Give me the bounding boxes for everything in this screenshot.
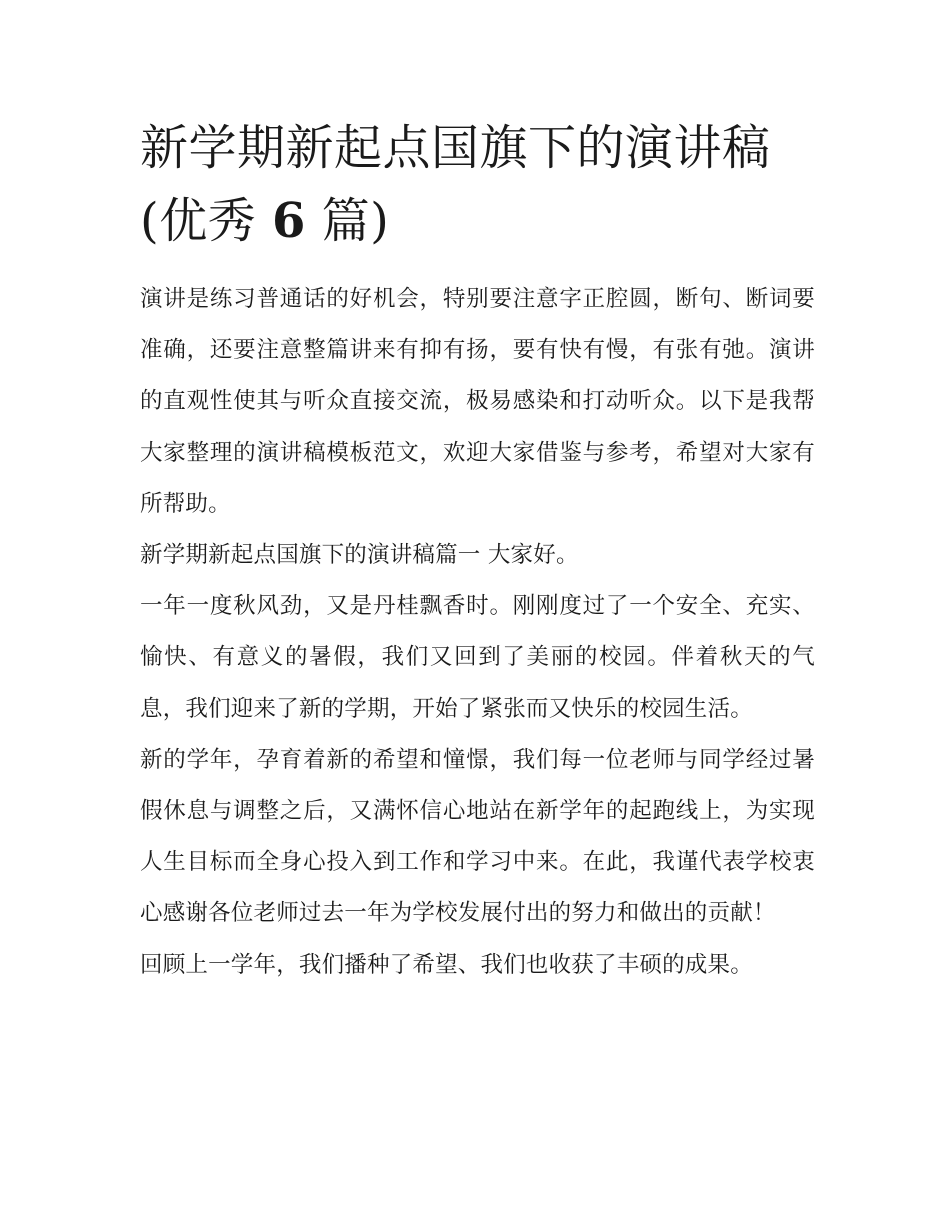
section-heading-paragraph: 新学期新起点国旗下的演讲稿篇一 大家好。 — [140, 542, 579, 569]
body-paragraph-review: 回顾上一学年，我们播种了希望、我们也收获了丰硕的成果。 — [140, 951, 753, 978]
title-line-2-open: (优秀 — [140, 193, 257, 249]
intro-paragraph: 演讲是练习普通话的好机会，特别要注意字正腔圆，断句、断词要准确，还要注意整篇讲来有抑有扬，要有快有慢，有张有弛。演讲的直观性使其与听众直接交流，极易感染和打动听众。以下是我帮大家整理的演讲稿模板范文，欢迎大家借鉴与参考，希望对大家有所帮助。 — [140, 286, 815, 517]
body-paragraph-new-year: 新的学年，孕育着新的希望和憧憬，我们每一位老师与同学经过暑假休息与调整之后，又满怀信心地站在新学年的起跑线上，为实现人生目标而全身心投入到工作和学习中来。在此，我谨代表学校衷心感谢各位老师过去一年为学校发展付出的努力和做出的贡献！ — [140, 746, 815, 927]
document-title — [140, 112, 815, 258]
title-line-2-close: 篇) — [321, 193, 390, 249]
body-paragraph-autumn: 一年一度秋风劲，又是丹桂飘香时。刚刚度过了一个安全、充实、愉快、有意义的暑假，我们又回到了美丽的校园。伴着秋天的气息，我们迎来了新的学期，开始了紧张而又快乐的校园生活。 — [140, 593, 815, 722]
document-page — [140, 112, 815, 991]
title-line-1: 新学期新起点国旗下的演讲稿 — [140, 120, 771, 176]
title-line-2-number: 6 — [272, 193, 306, 249]
